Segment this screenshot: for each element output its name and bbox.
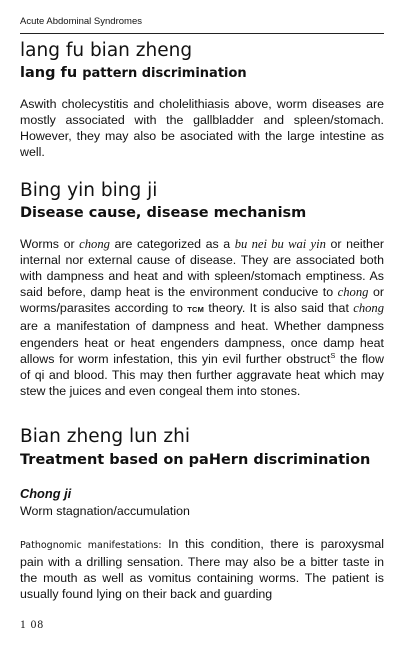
subtitle-term: lang fu bbox=[20, 65, 78, 81]
superscript-s: S bbox=[330, 350, 336, 360]
section-subtitle-treatment bbox=[20, 451, 370, 469]
text-run: are categorized as a bbox=[114, 237, 231, 251]
term-chong: chong bbox=[79, 237, 110, 251]
running-header: Acute Abdominal Syndromes bbox=[20, 15, 384, 34]
pattern-translation: Worm stagnation/accumulation bbox=[20, 504, 190, 518]
text-run: Worms or bbox=[20, 237, 75, 251]
section-subtitle-pattern-discrimination bbox=[20, 64, 247, 83]
page-number: 1 08 bbox=[20, 619, 45, 631]
section-title-part-1: lang fu bian bbox=[20, 40, 130, 61]
pattern-name: Chong ji bbox=[20, 486, 72, 501]
section-subtitle-disease-cause: Disease cause, disease mechanism bbox=[20, 205, 307, 221]
section-title-lang-fu bbox=[20, 40, 192, 62]
text-run: are a manifestation of dampness and heat. Whether dampness engenders heat or heat engenders dampness, once damp heat allows for worm infestation, this yin evil further obstruct bbox=[20, 319, 384, 366]
term-chong: chong bbox=[337, 285, 369, 300]
subtitle-part-2: on paHern discrimination bbox=[163, 452, 371, 468]
section-title-bing-yin: Bing yin bing ji bbox=[20, 180, 158, 201]
manifestations-lead: Pathognomic manifestations: bbox=[20, 540, 162, 551]
term-chong: chong bbox=[353, 301, 385, 316]
disease-cause-paragraph bbox=[20, 236, 384, 399]
text-run: theory. It is also said that bbox=[208, 301, 349, 316]
text-run: or worms/parasites according to bbox=[20, 285, 384, 316]
subtitle-translation: pattern discrimination bbox=[82, 66, 247, 81]
tcm-abbreviation: TCM bbox=[187, 305, 205, 315]
subtitle-part-1: Treatment based bbox=[20, 452, 159, 468]
text-run: the flow of qi and blood. This may then further aggravate heat which may stew the juices and even congeal them into stones. bbox=[20, 351, 384, 398]
section-title-bian-zheng: Bian zheng lun zhi bbox=[20, 426, 190, 447]
term-bu-nei-bu-wai-yin: bu nei bu wai yin bbox=[234, 237, 326, 251]
manifestations-paragraph bbox=[20, 536, 384, 602]
intro-paragraph: Aswith cholecystitis and cholelithiasis above, worm diseases are mostly associated with the gallbladder and spleen/stomach. However, they may also be asociated with the large intestine as well. bbox=[20, 97, 384, 160]
manifestations-text: In this condition, there is paroxysmal pain with a drilling sensation. There may also be a bitter taste in the mouth as well as vomitus containing worms. The patient is usually found lying on their back and guarding bbox=[20, 537, 384, 602]
section-title-part-2: zheng bbox=[135, 40, 193, 61]
text-run: or neither internal nor external cause of disease. They are associated both with dampness and heat and with spleen/stomach emptiness. As said before, damp heat is the environment conducive to bbox=[20, 237, 384, 300]
